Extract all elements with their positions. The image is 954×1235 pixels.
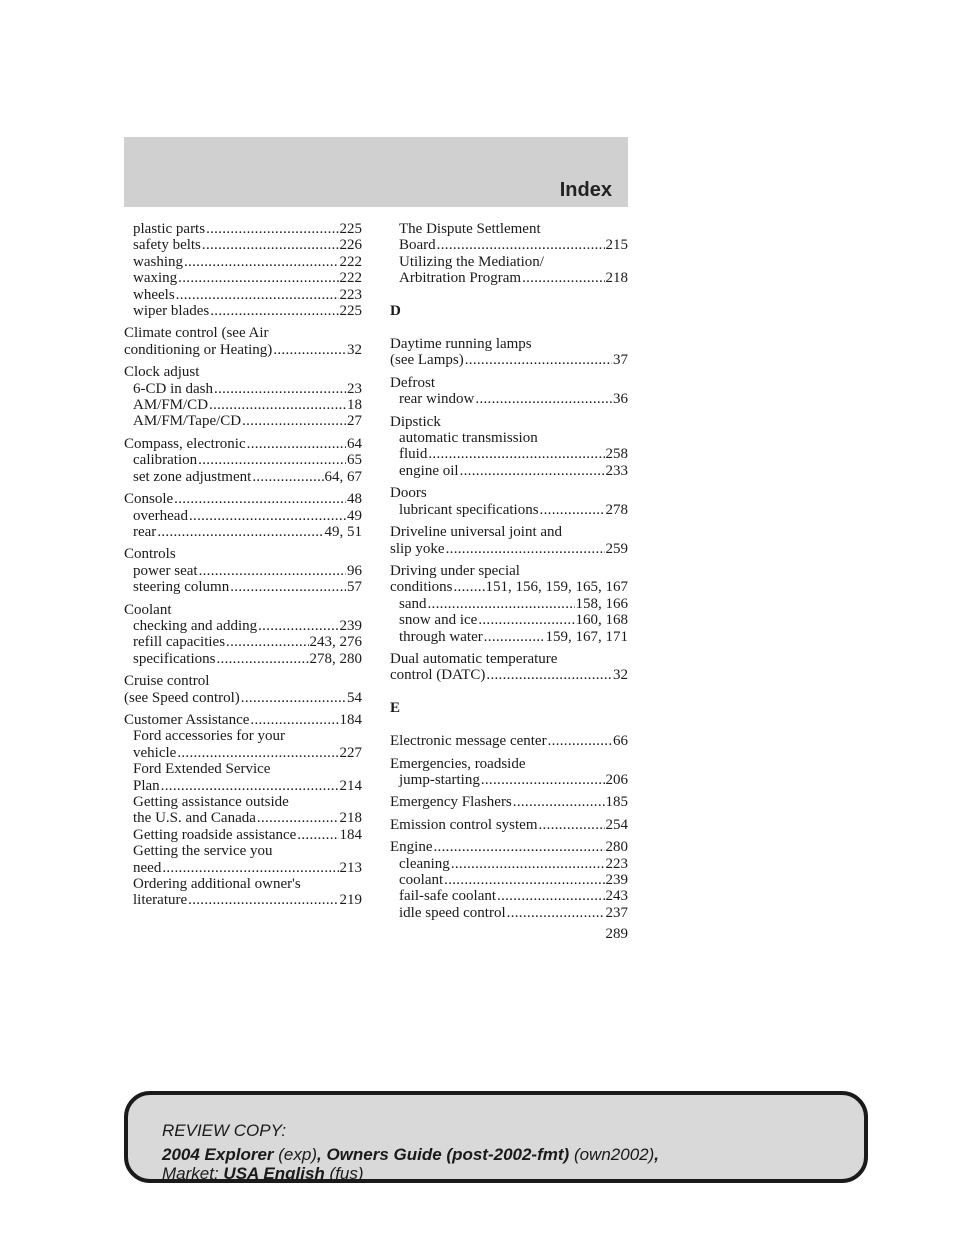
index-subentry xyxy=(390,596,628,612)
model-name: 2004 Explorer xyxy=(162,1145,274,1164)
dot-leader xyxy=(484,629,545,645)
entry-text: vehicle xyxy=(133,744,177,761)
entry-text: rear xyxy=(133,523,157,540)
index-subentry xyxy=(124,651,362,667)
dot-leader xyxy=(209,397,346,413)
dot-leader xyxy=(210,303,338,319)
index-subentry xyxy=(390,502,628,518)
entry-page: 65 xyxy=(347,452,362,469)
entry-text: Utilizing the Mediation/ xyxy=(399,253,544,270)
index-entry xyxy=(124,221,362,319)
entry-text: Coolant xyxy=(124,601,172,618)
entry-page: 37 xyxy=(613,352,628,369)
entry-text: (see Lamps) xyxy=(390,352,464,369)
entry-text: automatic transmission xyxy=(399,430,538,447)
dot-leader xyxy=(157,524,323,540)
entry-text: sand xyxy=(399,595,427,612)
dot-leader xyxy=(258,618,338,634)
entry-page: 36 xyxy=(613,391,628,408)
index-subentry xyxy=(390,391,628,407)
index-subentry xyxy=(124,827,362,843)
index-entry xyxy=(390,221,628,287)
entry-text: Emission control system xyxy=(390,816,538,833)
dot-leader xyxy=(437,237,605,253)
entry-text: refill capacities xyxy=(133,634,226,651)
entry-text: slip yoke xyxy=(390,540,445,557)
dot-leader xyxy=(478,612,574,628)
dot-leader xyxy=(539,817,605,833)
index-subentry xyxy=(124,778,362,794)
index-subentry xyxy=(124,563,362,579)
index-entry xyxy=(390,563,628,645)
entry-text: Ordering additional owner's xyxy=(133,876,301,893)
entry-page: 64 xyxy=(347,435,362,452)
entry-page: 258 xyxy=(605,446,628,463)
entry-page: 48 xyxy=(347,491,362,508)
dot-leader xyxy=(250,712,338,728)
index-subentry xyxy=(124,876,362,892)
entry-page: 237 xyxy=(605,904,628,921)
entry-text: Driving under special xyxy=(390,562,520,579)
entry-text: set zone adjustment xyxy=(133,468,252,485)
entry-page: 222 xyxy=(339,270,362,287)
entry-text: Defrost xyxy=(390,374,435,391)
entry-page: 213 xyxy=(339,859,362,876)
dot-leader xyxy=(202,237,339,253)
index-subentry xyxy=(124,287,362,303)
entry-page: 243, 276 xyxy=(309,634,362,651)
index-line xyxy=(390,817,628,833)
entry-text: wheels xyxy=(133,286,175,303)
entry-page: 49 xyxy=(347,507,362,524)
entry-page: 18 xyxy=(347,397,362,414)
dot-leader xyxy=(241,690,346,706)
entry-text: lubricant specifications xyxy=(399,501,539,518)
index-line xyxy=(390,756,628,772)
index-subentry xyxy=(390,888,628,904)
entry-text: (see Speed control) xyxy=(124,689,240,706)
dot-leader xyxy=(273,342,346,358)
entry-page: 96 xyxy=(347,562,362,579)
index-line xyxy=(124,602,362,618)
entry-text: conditions xyxy=(390,579,453,596)
dot-leader xyxy=(446,541,605,557)
entry-text: Dipstick xyxy=(390,413,441,430)
index-line xyxy=(124,673,362,689)
entry-text: through water xyxy=(399,628,483,645)
review-copy-product xyxy=(162,1145,659,1165)
entry-text: specifications xyxy=(133,650,216,667)
index-entry xyxy=(390,524,628,557)
dot-leader xyxy=(198,452,346,468)
index-line xyxy=(124,436,362,452)
model-code: (exp) xyxy=(278,1145,317,1164)
entry-text: power seat xyxy=(133,562,198,579)
separator: , xyxy=(316,1145,327,1164)
entry-text: idle speed control xyxy=(399,904,506,921)
entry-text: fail-safe coolant xyxy=(399,888,497,905)
index-subentry xyxy=(124,860,362,876)
entry-page: 57 xyxy=(347,579,362,596)
dot-leader xyxy=(199,563,346,579)
dot-leader xyxy=(507,905,605,921)
entry-page: 215 xyxy=(605,237,628,254)
dot-leader xyxy=(522,270,604,286)
entry-page: 66 xyxy=(613,733,628,750)
dot-leader xyxy=(454,579,485,595)
entry-page: 278 xyxy=(605,501,628,518)
index-entry xyxy=(390,651,628,684)
entry-page: 214 xyxy=(339,777,362,794)
review-copy-box xyxy=(124,1091,868,1183)
review-copy-label: REVIEW COPY: xyxy=(162,1121,287,1140)
index-line xyxy=(124,342,362,358)
index-subentry xyxy=(390,430,628,446)
entry-page: 185 xyxy=(605,794,628,811)
dot-leader xyxy=(189,508,346,524)
dot-leader xyxy=(174,491,346,507)
dot-leader xyxy=(475,391,612,407)
index-subentry xyxy=(124,452,362,468)
entry-text: AM/FM/Tape/CD xyxy=(133,413,242,430)
index-line xyxy=(124,690,362,706)
entry-page: 151, 156, 159, 165, 167 xyxy=(485,579,628,596)
entry-text: Plan xyxy=(133,777,160,794)
index-line xyxy=(124,364,362,380)
dot-leader xyxy=(230,579,346,595)
entry-page: 233 xyxy=(605,462,628,479)
index-entry xyxy=(124,673,362,706)
entry-text: Electronic message center xyxy=(390,733,547,750)
dot-leader xyxy=(178,270,338,286)
index-subentry xyxy=(124,761,362,777)
index-entry xyxy=(124,325,362,358)
entry-text: waxing xyxy=(133,270,178,287)
entry-text: conditioning or Heating) xyxy=(124,341,273,358)
index-line xyxy=(390,485,628,501)
dot-leader xyxy=(257,810,339,826)
dot-leader xyxy=(206,221,338,237)
index-column-right xyxy=(390,221,628,927)
entry-page: 239 xyxy=(605,872,628,888)
page-number: 289 xyxy=(605,926,628,942)
index-subentry xyxy=(390,446,628,462)
index-entry xyxy=(124,364,362,430)
index-entry xyxy=(390,336,628,369)
dot-leader xyxy=(162,860,338,876)
index-subentry xyxy=(124,413,362,429)
index-line xyxy=(390,563,628,579)
index-subentry xyxy=(124,634,362,650)
entry-text: engine oil xyxy=(399,462,459,479)
index-subentry xyxy=(390,629,628,645)
index-entry xyxy=(390,756,628,789)
entry-text: Arbitration Program xyxy=(399,270,522,287)
index-subentry xyxy=(124,469,362,485)
index-subentry xyxy=(124,618,362,634)
index-entry xyxy=(124,602,362,668)
entry-text: Ford accessories for your xyxy=(133,728,286,745)
dot-leader xyxy=(513,794,605,810)
dot-leader xyxy=(242,413,346,429)
entry-text: the U.S. and Canada xyxy=(133,810,256,827)
index-line xyxy=(390,733,628,749)
index-line xyxy=(390,651,628,667)
entry-text: Compass, electronic xyxy=(124,435,246,452)
dot-leader xyxy=(177,745,338,761)
entry-page: 259 xyxy=(605,540,628,557)
index-line xyxy=(124,325,362,341)
entry-page: 158, 166 xyxy=(575,595,628,612)
index-subentry xyxy=(124,794,362,810)
dot-leader xyxy=(184,254,339,270)
dot-leader xyxy=(548,733,612,749)
entry-page: 184 xyxy=(339,826,362,843)
entry-text: cleaning xyxy=(399,855,450,872)
index-subentry xyxy=(124,579,362,595)
entry-text: Climate control (see Air xyxy=(124,325,269,342)
entry-text: The Dispute Settlement xyxy=(399,221,541,237)
entry-text: overhead xyxy=(133,507,188,524)
dot-leader xyxy=(247,436,346,452)
entry-text: plastic parts xyxy=(133,221,206,237)
dot-leader xyxy=(444,872,604,888)
index-subentry xyxy=(390,772,628,788)
index-subentry xyxy=(124,381,362,397)
entry-page: 23 xyxy=(347,380,362,397)
entry-text: washing xyxy=(133,253,183,270)
index-line xyxy=(390,524,628,540)
review-copy-market xyxy=(162,1164,364,1184)
index-line xyxy=(390,667,628,683)
entry-text: Dual automatic temperature xyxy=(390,650,558,667)
dot-leader xyxy=(481,772,605,788)
index-line xyxy=(390,541,628,557)
entry-text: need xyxy=(133,859,162,876)
index-entry xyxy=(390,375,628,408)
entry-text: Console xyxy=(124,491,174,508)
index-line xyxy=(390,375,628,391)
dot-leader xyxy=(497,888,604,904)
index-subentry xyxy=(124,745,362,761)
entry-text: AM/FM/CD xyxy=(133,397,209,414)
index-subentry xyxy=(390,856,628,872)
entry-text: Clock adjust xyxy=(124,364,200,381)
entry-text: control (DATC) xyxy=(390,667,486,684)
entry-text: Doors xyxy=(390,485,427,502)
entry-page: 239 xyxy=(339,617,362,634)
index-subentry xyxy=(124,270,362,286)
dot-leader xyxy=(176,287,339,303)
guide-name: Owners Guide (post-2002-fmt) xyxy=(326,1145,570,1164)
dot-leader xyxy=(434,839,605,855)
dot-leader xyxy=(161,778,339,794)
entry-page: 219 xyxy=(339,892,362,909)
index-subentry xyxy=(124,221,362,237)
entry-text: Ford Extended Service xyxy=(133,761,271,778)
entry-text: Getting the service you xyxy=(133,843,273,860)
entry-text: Cruise control xyxy=(124,673,210,690)
index-subentry xyxy=(124,303,362,319)
entry-page: 159, 167, 171 xyxy=(545,628,628,645)
entry-text: rear window xyxy=(399,391,475,408)
entry-page: 225 xyxy=(339,303,362,320)
index-line xyxy=(124,546,362,562)
index-subentry xyxy=(390,872,628,888)
index-subentry xyxy=(124,524,362,540)
index-subentry xyxy=(390,221,628,237)
entry-text: wiper blades xyxy=(133,303,210,320)
entry-page: 225 xyxy=(339,221,362,237)
market-label: Market: xyxy=(162,1164,219,1183)
index-entry xyxy=(124,436,362,485)
index-subentry xyxy=(124,843,362,859)
dot-leader xyxy=(214,381,346,397)
entry-text: steering column xyxy=(133,579,230,596)
index-subentry xyxy=(124,892,362,908)
entry-page: 226 xyxy=(339,237,362,254)
entry-page: 280 xyxy=(605,839,628,856)
market-code: (fus) xyxy=(329,1164,364,1183)
index-entry xyxy=(390,794,628,810)
dot-leader xyxy=(226,634,308,650)
index-subentry xyxy=(124,728,362,744)
entry-page: 32 xyxy=(347,341,362,358)
index-letter-heading: D xyxy=(390,302,401,319)
index-entry xyxy=(390,733,628,749)
entry-page: 222 xyxy=(339,253,362,270)
dot-leader xyxy=(297,827,338,843)
header-bar xyxy=(124,137,628,207)
entry-text: Driveline universal joint and xyxy=(390,524,563,541)
index-column-left xyxy=(124,221,362,915)
entry-page: 54 xyxy=(347,689,362,706)
entry-text: Emergency Flashers xyxy=(390,794,512,811)
entry-page: 218 xyxy=(339,810,362,827)
index-entry xyxy=(390,414,628,480)
index-line xyxy=(390,414,628,430)
entry-text: Engine xyxy=(390,839,433,856)
dot-leader xyxy=(428,596,575,612)
entry-page: 64, 67 xyxy=(324,468,362,485)
index-subentry xyxy=(124,397,362,413)
index-entry xyxy=(390,817,628,833)
index-entry xyxy=(124,712,362,909)
entry-text: jump-starting xyxy=(399,771,480,788)
index-line xyxy=(390,839,628,855)
index-entry xyxy=(124,491,362,540)
entry-text: calibration xyxy=(133,452,198,469)
entry-page: 243 xyxy=(605,888,628,905)
entry-page: 223 xyxy=(339,286,362,303)
index-line xyxy=(124,491,362,507)
index-line xyxy=(390,352,628,368)
index-line xyxy=(124,712,362,728)
index-subentry xyxy=(390,905,628,921)
entry-page: 184 xyxy=(339,711,362,728)
page-title: Index xyxy=(559,179,612,201)
entry-page: 27 xyxy=(347,413,362,430)
entry-text: checking and adding xyxy=(133,617,258,634)
dot-leader xyxy=(460,463,605,479)
entry-page: 227 xyxy=(339,744,362,761)
entry-text: literature xyxy=(133,892,188,909)
entry-text: Getting assistance outside xyxy=(133,794,289,810)
entry-text: 6-CD in dash xyxy=(133,380,213,397)
index-subentry xyxy=(124,810,362,826)
entry-text: Emergencies, roadside xyxy=(390,755,526,772)
entry-text: Getting roadside assistance xyxy=(133,826,297,843)
entry-text: safety belts xyxy=(133,237,201,254)
entry-text: Daytime running lamps xyxy=(390,336,532,353)
index-subentry xyxy=(390,237,628,253)
dot-leader xyxy=(428,446,604,462)
dot-leader xyxy=(486,667,612,683)
index-line xyxy=(390,794,628,810)
entry-page: 278, 280 xyxy=(309,650,362,667)
index-letter-heading: E xyxy=(390,699,401,716)
index-subentry xyxy=(390,270,628,286)
index-subentry xyxy=(390,612,628,628)
guide-code: (own2002) xyxy=(573,1145,655,1164)
entry-text: snow and ice xyxy=(399,612,478,629)
index-entry xyxy=(390,839,628,921)
entry-text: Controls xyxy=(124,546,176,563)
dot-leader xyxy=(465,352,612,368)
market-name: USA English xyxy=(223,1164,325,1183)
index-subentry xyxy=(390,463,628,479)
entry-page: 254 xyxy=(605,816,628,833)
entry-page: 223 xyxy=(605,855,628,872)
entry-page: 160, 168 xyxy=(575,612,628,629)
index-entry xyxy=(390,485,628,518)
entry-page: 218 xyxy=(605,270,628,287)
index-subentry xyxy=(390,254,628,270)
entry-text: fluid xyxy=(399,446,428,463)
dot-leader xyxy=(540,502,605,518)
entry-page: 206 xyxy=(605,771,628,788)
entry-text: Customer Assistance xyxy=(124,711,250,728)
entry-page: 49, 51 xyxy=(324,523,362,540)
entry-text: coolant xyxy=(399,872,444,888)
entry-text: Board xyxy=(399,237,436,254)
index-subentry xyxy=(124,508,362,524)
index-line xyxy=(390,336,628,352)
index-subentry xyxy=(124,254,362,270)
dot-leader xyxy=(188,892,338,908)
separator: , xyxy=(654,1145,659,1164)
index-entry xyxy=(124,546,362,595)
dot-leader xyxy=(252,469,323,485)
dot-leader xyxy=(216,651,308,667)
index-line xyxy=(390,579,628,595)
entry-page: 32 xyxy=(613,667,628,684)
index-subentry xyxy=(124,237,362,253)
dot-leader xyxy=(451,856,605,872)
